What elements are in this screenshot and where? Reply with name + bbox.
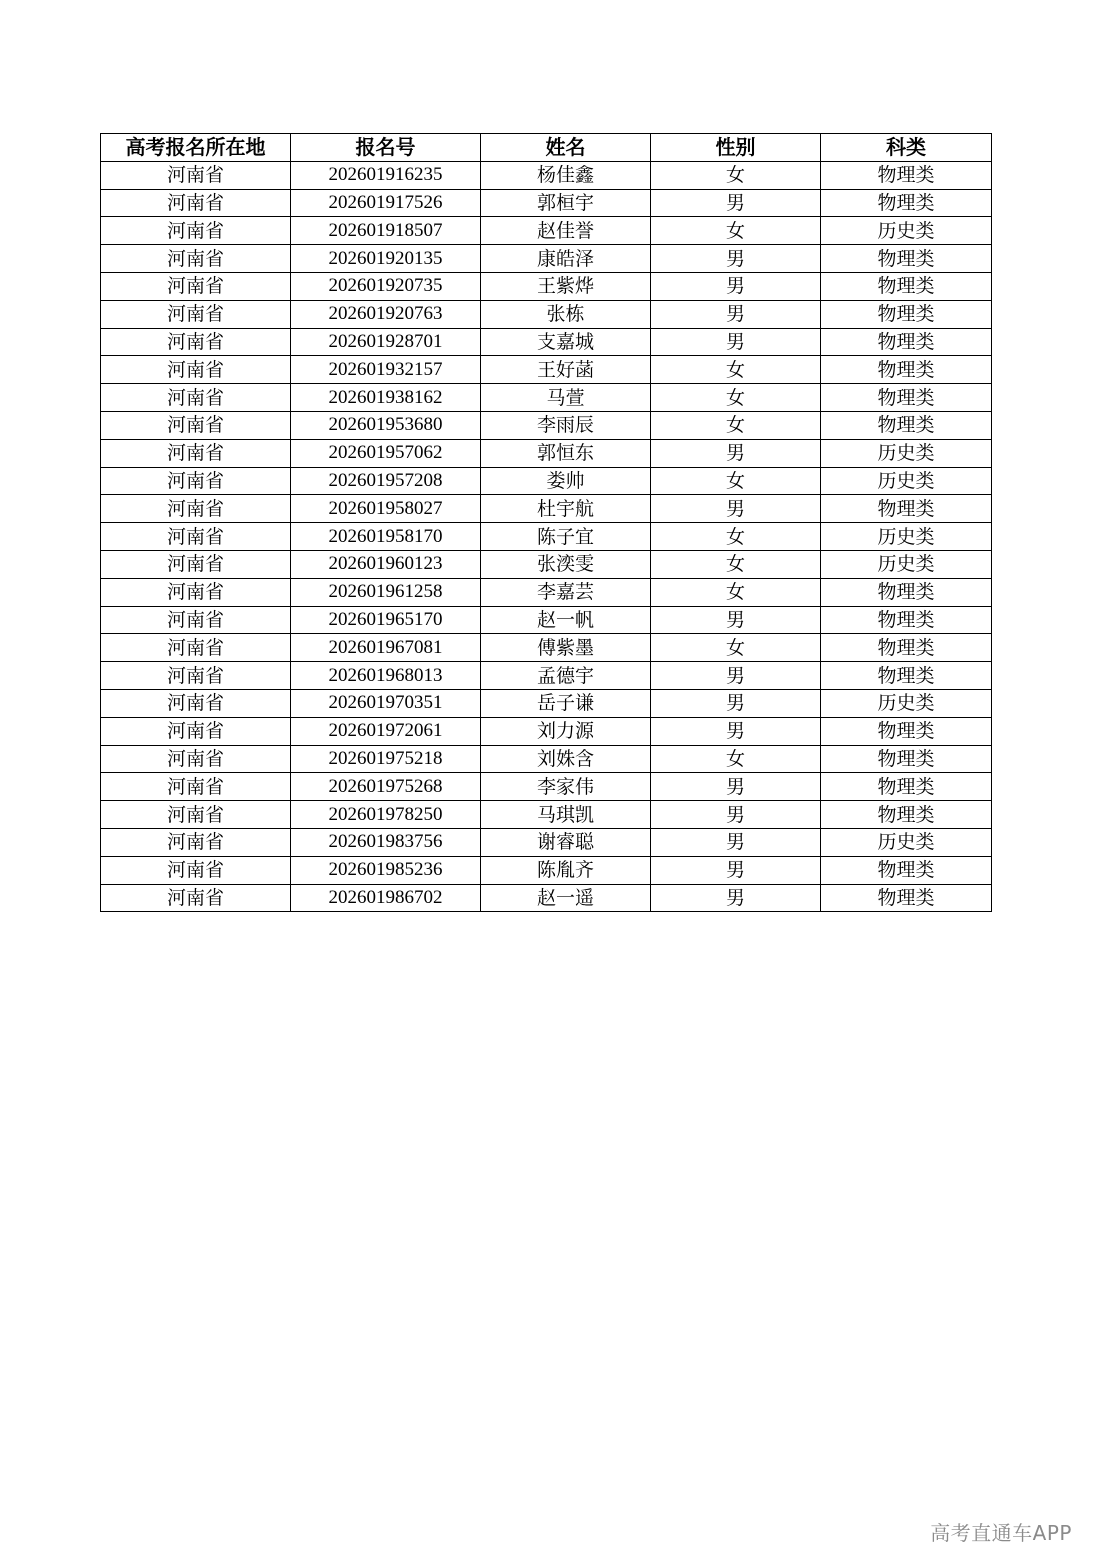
- cell-registration-number: 202601960123: [291, 550, 481, 578]
- cell-name: 刘姝含: [481, 745, 651, 773]
- cell-subject-category: 历史类: [821, 217, 992, 245]
- cell-exam-location: 河南省: [101, 550, 291, 578]
- table-body: [101, 161, 992, 912]
- cell-subject-category: 物理类: [821, 328, 992, 356]
- cell-registration-number: 202601916235: [291, 161, 481, 189]
- cell-subject-category: 物理类: [821, 662, 992, 690]
- table-row: [101, 550, 992, 578]
- cell-exam-location: 河南省: [101, 634, 291, 662]
- cell-gender: 男: [651, 662, 821, 690]
- cell-registration-number: 202601972061: [291, 717, 481, 745]
- table-row: [101, 662, 992, 690]
- cell-subject-category: 历史类: [821, 689, 992, 717]
- header-exam-location: 高考报名所在地: [101, 134, 291, 162]
- table-row: [101, 467, 992, 495]
- table-row: [101, 384, 992, 412]
- table-row: [101, 856, 992, 884]
- cell-registration-number: 202601961258: [291, 578, 481, 606]
- cell-subject-category: 物理类: [821, 300, 992, 328]
- table-row: [101, 161, 992, 189]
- cell-registration-number: 202601920735: [291, 272, 481, 300]
- cell-gender: 男: [651, 328, 821, 356]
- cell-registration-number: 202601953680: [291, 411, 481, 439]
- cell-subject-category: 物理类: [821, 773, 992, 801]
- cell-gender: 男: [651, 773, 821, 801]
- cell-name: 李家伟: [481, 773, 651, 801]
- cell-name: 李雨辰: [481, 411, 651, 439]
- table-row: [101, 634, 992, 662]
- cell-gender: 男: [651, 828, 821, 856]
- cell-exam-location: 河南省: [101, 328, 291, 356]
- cell-exam-location: 河南省: [101, 272, 291, 300]
- table-row: [101, 717, 992, 745]
- cell-exam-location: 河南省: [101, 384, 291, 412]
- cell-subject-category: 物理类: [821, 189, 992, 217]
- table-row: [101, 884, 992, 912]
- table-row: [101, 689, 992, 717]
- cell-gender: 男: [651, 689, 821, 717]
- table-row: [101, 356, 992, 384]
- cell-gender: 女: [651, 550, 821, 578]
- cell-exam-location: 河南省: [101, 773, 291, 801]
- cell-subject-category: 物理类: [821, 161, 992, 189]
- cell-subject-category: 物理类: [821, 578, 992, 606]
- header-registration-number: 报名号: [291, 134, 481, 162]
- cell-registration-number: 202601985236: [291, 856, 481, 884]
- cell-name: 杨佳鑫: [481, 161, 651, 189]
- cell-name: 谢睿聪: [481, 828, 651, 856]
- cell-exam-location: 河南省: [101, 856, 291, 884]
- watermark-text: 高考直通车APP: [930, 1521, 1072, 1545]
- cell-name: 赵佳誉: [481, 217, 651, 245]
- cell-registration-number: 202601920763: [291, 300, 481, 328]
- cell-gender: 男: [651, 300, 821, 328]
- table-row: [101, 523, 992, 551]
- cell-name: 马萱: [481, 384, 651, 412]
- cell-name: 岳子谦: [481, 689, 651, 717]
- cell-gender: 男: [651, 495, 821, 523]
- cell-subject-category: 物理类: [821, 801, 992, 829]
- table-row: [101, 745, 992, 773]
- cell-registration-number: 202601968013: [291, 662, 481, 690]
- cell-name: 支嘉城: [481, 328, 651, 356]
- cell-registration-number: 202601938162: [291, 384, 481, 412]
- cell-exam-location: 河南省: [101, 245, 291, 273]
- cell-exam-location: 河南省: [101, 828, 291, 856]
- table-row: [101, 217, 992, 245]
- cell-gender: 男: [651, 801, 821, 829]
- cell-exam-location: 河南省: [101, 717, 291, 745]
- cell-name: 康皓泽: [481, 245, 651, 273]
- cell-gender: 男: [651, 884, 821, 912]
- cell-exam-location: 河南省: [101, 439, 291, 467]
- cell-gender: 女: [651, 356, 821, 384]
- cell-registration-number: 202601957062: [291, 439, 481, 467]
- cell-subject-category: 物理类: [821, 245, 992, 273]
- table-row: [101, 439, 992, 467]
- cell-gender: 女: [651, 634, 821, 662]
- cell-exam-location: 河南省: [101, 606, 291, 634]
- cell-name: 李嘉芸: [481, 578, 651, 606]
- table-row: [101, 411, 992, 439]
- table-row: [101, 606, 992, 634]
- cell-registration-number: 202601975218: [291, 745, 481, 773]
- cell-registration-number: 202601967081: [291, 634, 481, 662]
- cell-gender: 男: [651, 245, 821, 273]
- cell-exam-location: 河南省: [101, 523, 291, 551]
- cell-gender: 女: [651, 161, 821, 189]
- cell-exam-location: 河南省: [101, 467, 291, 495]
- cell-name: 陈子宜: [481, 523, 651, 551]
- cell-subject-category: 历史类: [821, 439, 992, 467]
- cell-exam-location: 河南省: [101, 217, 291, 245]
- cell-subject-category: 物理类: [821, 717, 992, 745]
- admission-list-table: [100, 133, 992, 912]
- cell-registration-number: 202601975268: [291, 773, 481, 801]
- cell-registration-number: 202601958170: [291, 523, 481, 551]
- cell-subject-category: 历史类: [821, 467, 992, 495]
- cell-gender: 女: [651, 467, 821, 495]
- cell-registration-number: 202601970351: [291, 689, 481, 717]
- cell-name: 陈胤齐: [481, 856, 651, 884]
- cell-exam-location: 河南省: [101, 884, 291, 912]
- cell-gender: 男: [651, 856, 821, 884]
- cell-name: 杜宇航: [481, 495, 651, 523]
- cell-subject-category: 物理类: [821, 634, 992, 662]
- cell-subject-category: 物理类: [821, 272, 992, 300]
- table-row: [101, 272, 992, 300]
- cell-registration-number: 202601978250: [291, 801, 481, 829]
- cell-exam-location: 河南省: [101, 495, 291, 523]
- cell-name: 张栋: [481, 300, 651, 328]
- cell-name: 郭桓宇: [481, 189, 651, 217]
- table-row: [101, 828, 992, 856]
- header-gender: 性别: [651, 134, 821, 162]
- cell-gender: 女: [651, 217, 821, 245]
- cell-exam-location: 河南省: [101, 161, 291, 189]
- cell-gender: 女: [651, 745, 821, 773]
- cell-subject-category: 历史类: [821, 828, 992, 856]
- table-row: [101, 773, 992, 801]
- cell-gender: 男: [651, 439, 821, 467]
- cell-gender: 女: [651, 411, 821, 439]
- cell-exam-location: 河南省: [101, 801, 291, 829]
- cell-registration-number: 202601958027: [291, 495, 481, 523]
- cell-name: 王紫烨: [481, 272, 651, 300]
- cell-registration-number: 202601932157: [291, 356, 481, 384]
- table-row: [101, 801, 992, 829]
- cell-name: 王好菡: [481, 356, 651, 384]
- table-row: [101, 245, 992, 273]
- cell-exam-location: 河南省: [101, 745, 291, 773]
- cell-registration-number: 202601920135: [291, 245, 481, 273]
- cell-registration-number: 202601917526: [291, 189, 481, 217]
- cell-subject-category: 历史类: [821, 550, 992, 578]
- cell-registration-number: 202601928701: [291, 328, 481, 356]
- cell-name: 刘力源: [481, 717, 651, 745]
- cell-subject-category: 物理类: [821, 411, 992, 439]
- cell-registration-number: 202601983756: [291, 828, 481, 856]
- cell-subject-category: 物理类: [821, 856, 992, 884]
- header-name: 姓名: [481, 134, 651, 162]
- cell-name: 娄帅: [481, 467, 651, 495]
- cell-gender: 女: [651, 578, 821, 606]
- cell-name: 马琪凯: [481, 801, 651, 829]
- cell-subject-category: 物理类: [821, 606, 992, 634]
- cell-exam-location: 河南省: [101, 689, 291, 717]
- table-header-row: [101, 134, 992, 162]
- cell-exam-location: 河南省: [101, 189, 291, 217]
- cell-gender: 女: [651, 523, 821, 551]
- cell-registration-number: 202601986702: [291, 884, 481, 912]
- cell-gender: 男: [651, 606, 821, 634]
- cell-registration-number: 202601957208: [291, 467, 481, 495]
- cell-subject-category: 物理类: [821, 356, 992, 384]
- table-row: [101, 495, 992, 523]
- table-row: [101, 328, 992, 356]
- cell-registration-number: 202601965170: [291, 606, 481, 634]
- cell-exam-location: 河南省: [101, 356, 291, 384]
- cell-subject-category: 物理类: [821, 495, 992, 523]
- cell-exam-location: 河南省: [101, 662, 291, 690]
- cell-gender: 男: [651, 717, 821, 745]
- cell-name: 傅紫墨: [481, 634, 651, 662]
- cell-name: 张湙雯: [481, 550, 651, 578]
- cell-registration-number: 202601918507: [291, 217, 481, 245]
- cell-gender: 男: [651, 189, 821, 217]
- cell-exam-location: 河南省: [101, 578, 291, 606]
- cell-gender: 女: [651, 384, 821, 412]
- cell-name: 赵一帆: [481, 606, 651, 634]
- cell-subject-category: 历史类: [821, 523, 992, 551]
- cell-name: 孟德宇: [481, 662, 651, 690]
- cell-exam-location: 河南省: [101, 300, 291, 328]
- cell-gender: 男: [651, 272, 821, 300]
- table-row: [101, 300, 992, 328]
- cell-subject-category: 物理类: [821, 884, 992, 912]
- cell-name: 赵一遥: [481, 884, 651, 912]
- table-row: [101, 189, 992, 217]
- cell-subject-category: 物理类: [821, 384, 992, 412]
- table-row: [101, 578, 992, 606]
- cell-exam-location: 河南省: [101, 411, 291, 439]
- header-subject-category: 科类: [821, 134, 992, 162]
- cell-name: 郭恒东: [481, 439, 651, 467]
- cell-subject-category: 物理类: [821, 745, 992, 773]
